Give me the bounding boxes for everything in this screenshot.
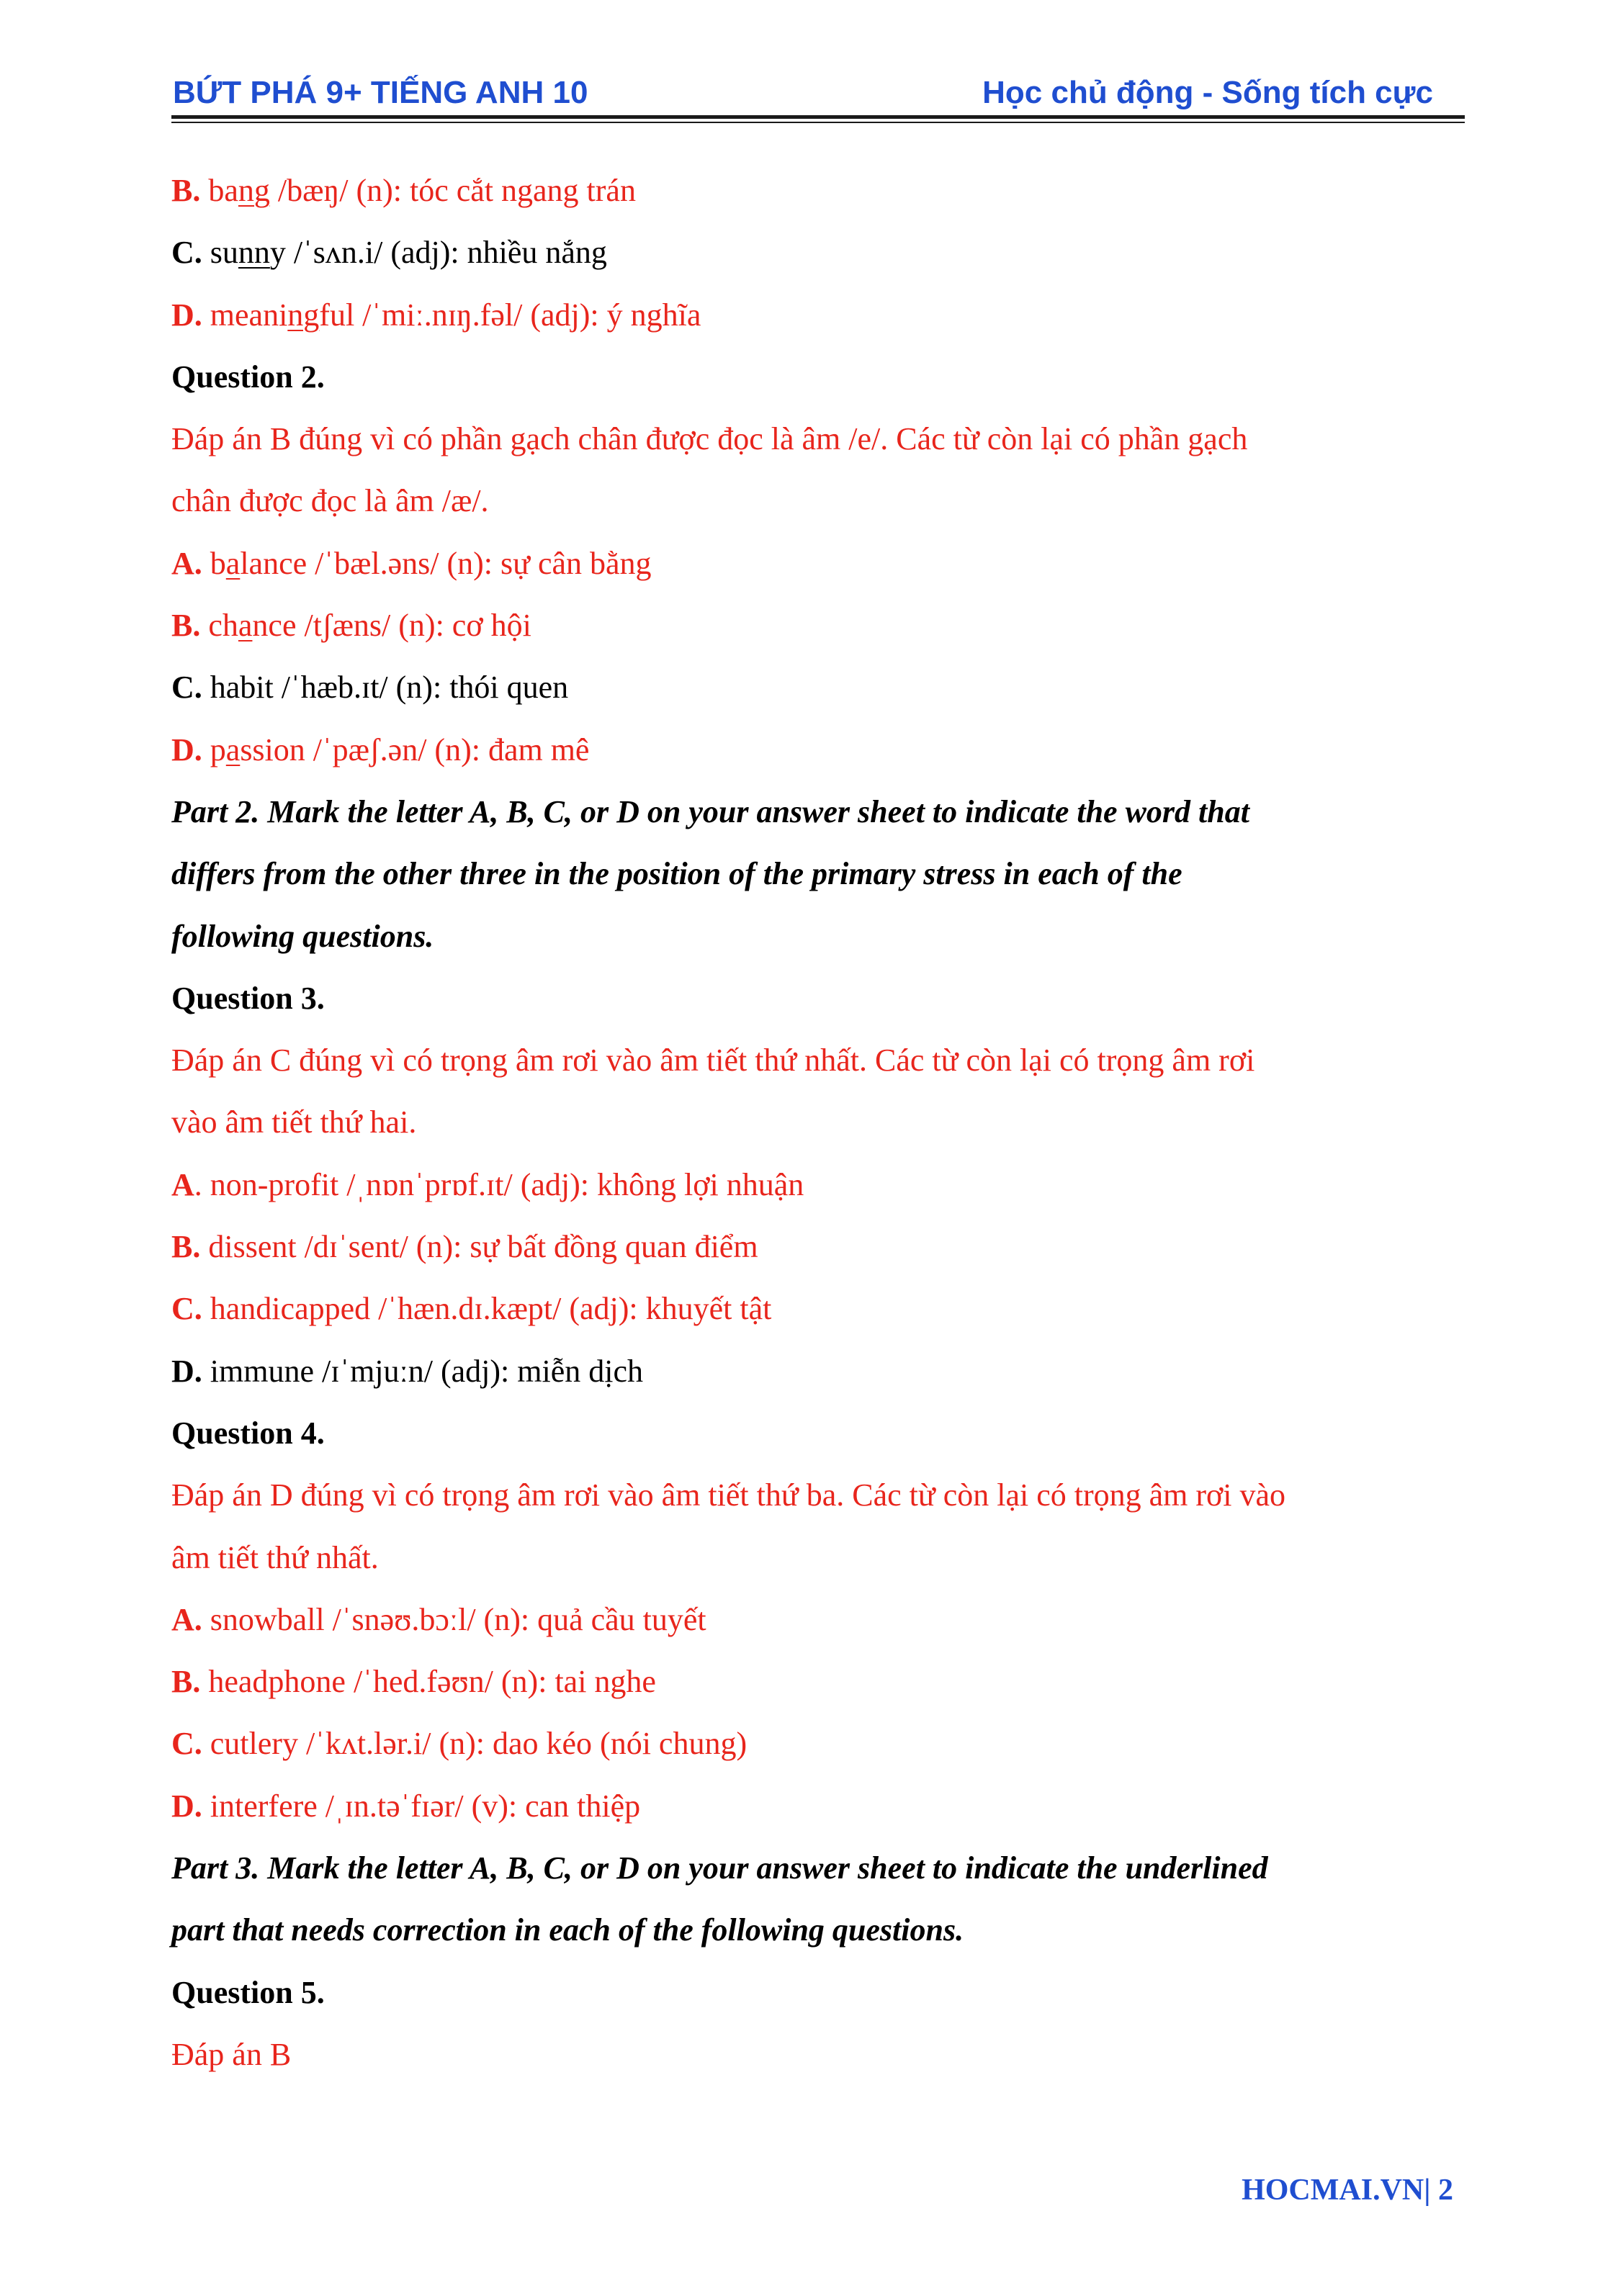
header-divider <box>171 115 1465 119</box>
q2-option-c: C. habit /ˈhæb.ɪt/ (n): thói quen <box>171 670 569 706</box>
document-body <box>171 160 1468 2086</box>
q3-answer-line-1: Đáp án C đúng vì có trọng âm rơi vào âm tiết thứ nhất. Các từ còn lại có trọng âm rơi <box>171 1043 1255 1079</box>
q5-answer: Đáp án B <box>171 2036 292 2072</box>
q3-option-a: A. non-profit /ˌnɒnˈprɒf.ɪt/ (adj): không lợi nhuận <box>171 1166 804 1202</box>
q1-option-d: D. meaningful /ˈmiː.nɪŋ.fəl/ (adj): ý nghĩa <box>171 297 701 333</box>
q4-title: Question 4. <box>171 1415 325 1451</box>
q4-option-c: C. cutlery /ˈkʌt.lər.i/ (n): dao kéo (nói chung) <box>171 1726 748 1762</box>
part3-instruction-line-1: Part 3. Mark the letter A, B, C, or D on your answer sheet to indicate the underlined <box>171 1850 1268 1886</box>
q2-option-b: B. chance /tʃæns/ (n): cơ hội <box>171 608 531 644</box>
q3-option-c: C. handicapped /ˈhæn.dɪ.kæpt/ (adj): khuyết tật <box>171 1291 772 1327</box>
part2-instruction-line-1: Part 2. Mark the letter A, B, C, or D on your answer sheet to indicate the word that <box>171 793 1249 829</box>
page-footer: HOCMAI.VN| 2 <box>1242 2174 1453 2207</box>
q3-answer-line-2: vào âm tiết thứ hai. <box>171 1104 417 1140</box>
q3-option-b: B. dissent /dɪˈsent/ (n): sự bất đồng quan điểm <box>171 1229 758 1265</box>
part2-instruction-line-3: following questions. <box>171 918 434 954</box>
q4-option-a: A. snowball /ˈsnəʊ.bɔːl/ (n): quả cầu tuyết <box>171 1601 706 1637</box>
q2-answer-line-1: Đáp án B đúng vì có phần gạch chân được đọc là âm /e/. Các từ còn lại có phần gạch <box>171 421 1248 457</box>
q2-title: Question 2. <box>171 359 325 395</box>
q1-option-b: B. bang /bæŋ/ (n): tóc cắt ngang trán <box>171 173 636 208</box>
q2-option-d: D. passion /ˈpæʃ.ən/ (n): đam mê <box>171 731 590 767</box>
page-header <box>171 72 1465 120</box>
part3-instruction-line-2: part that needs correction in each of the following questions. <box>171 1912 964 1948</box>
q4-answer-line-1: Đáp án D đúng vì có trọng âm rơi vào âm tiết thứ ba. Các từ còn lại có trọng âm rơi vào <box>171 1477 1286 1513</box>
q4-option-b: B. headphone /ˈhed.fəʊn/ (n): tai nghe <box>171 1664 656 1700</box>
q3-title: Question 3. <box>171 980 325 1016</box>
header-divider-thin <box>171 122 1465 123</box>
q4-option-d: D. interfere /ˌɪn.təˈfɪər/ (v): can thiệp <box>171 1788 641 1824</box>
q1-option-c: C. sunny /ˈsʌn.i/ (adj): nhiều nắng <box>171 235 607 271</box>
header-course-title: BỨT PHÁ 9+ TIẾNG ANH 10 <box>173 75 588 110</box>
part2-instruction-line-2: differs from the other three in the position of the primary stress in each of the <box>171 856 1182 892</box>
q2-answer-line-2: chân được đọc là âm /æ/. <box>171 483 489 519</box>
q2-option-a: A. balance /ˈbæl.əns/ (n): sự cân bằng <box>171 545 652 581</box>
q4-answer-line-2: âm tiết thứ nhất. <box>171 1539 379 1575</box>
q3-option-d: D. immune /ɪˈmjuːn/ (adj): miễn dịch <box>171 1353 643 1389</box>
header-slogan: Học chủ động - Sống tích cực <box>982 75 1433 110</box>
q5-title: Question 5. <box>171 1974 325 2010</box>
